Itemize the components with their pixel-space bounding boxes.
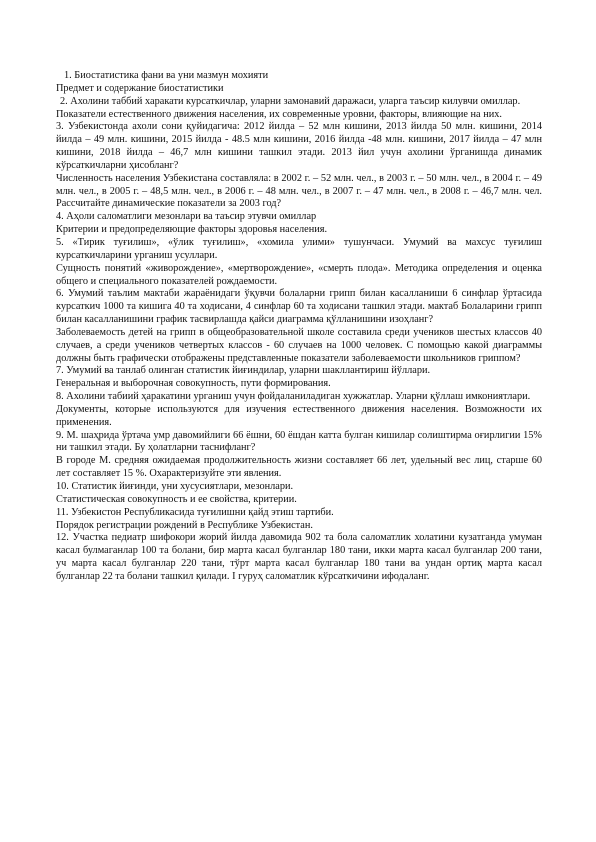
paragraph-q10-uz: 10. Статистик йиғинди, уни хусусиятлари, мезонлари. bbox=[56, 481, 294, 492]
paragraph-q5-uz: 5. «Тирик туғилиш», «ўлик туғилиш», «хомила улими» тушунчаси. Умумий ва махсус туғилиш курсаткичларини урганиш усуллари. bbox=[56, 236, 542, 261]
paragraph-q9-ru: В городе М. средняя ожидаемая продолжительность жизни составляет 66 лет, удельный вес лиц, старше 60 лет составляет 15 %. Охарактеризуйте эти явления. bbox=[56, 455, 542, 480]
paragraph-q4-uz: 4. Аҳоли саломатлиги мезонлари ва таъсир этувчи омиллар bbox=[56, 211, 317, 223]
paragraph-q1-ru: Предмет и содержание биостатистики bbox=[56, 82, 224, 94]
paragraph-q2-ru: Показатели естественного движения населения, их современные уровни, факторы, влияющие на них. bbox=[56, 108, 502, 120]
paragraph-q6-uz: 6. Умумий таълим мактаби жараёнидаги ўқувчи болаларни грипп билан касалланиши 6 синфлар ўртасида курсаткич 1000 та кишига 40 та ходисани, 4 синфлар 60 та ходисани ташкил этади. мактаб Болаларини грипп билан касалланишини график тасвирлашда қайси диаграмма қўлланишини изоҳланг? bbox=[56, 288, 542, 326]
paragraph-q5-ru: Сущность понятий «живорождение», «мертворождение», «смерть плода». Методика определения и оценка общего и специального показателей рождаемости. bbox=[56, 262, 542, 287]
paragraph-q7-ru: Генеральная и выборочная совокупность, пути формирования. bbox=[56, 378, 331, 390]
paragraph-q6-ru: Заболеваемость детей на грипп в общеобразовательной школе составила среди учеников шестых классов 40 случаев, а среди учеников четвертых классов - 60 случаев на 1000 человек. С помощью какой диаграммы должны быть графически отображены представленные показатели заболеваемости школьников гриппом? bbox=[56, 326, 542, 364]
paragraph-q11-ru: Порядок регистрации рождений в Республике Узбекистан. bbox=[56, 519, 313, 531]
document-page bbox=[56, 70, 542, 584]
paragraph-q2-uz: 2. Ахолини таббий харакати курсаткичлар, уларни замонавий даражаси, уларга таъсир килувчи омиллар. bbox=[60, 95, 521, 107]
paragraph-q9-uz: 9. М. шаҳрида ўртача умр давомийлиги 66 ёшни, 60 ёшдан катта булган кишилар солиштирма оғирлигии 15% ни ташкил этади. Бу ҳолатларни таснифланг? bbox=[56, 429, 542, 454]
paragraph-q8-ru: Документы, которые используются для изучения естественного движения населения. Возможности их применения. bbox=[56, 403, 542, 428]
paragraph-q10-ru: Статистическая совокупность и ее свойства, критерии. bbox=[56, 493, 297, 505]
paragraph-q4-ru: Критерии и предопределяющие факторы здоровья населения. bbox=[56, 224, 328, 236]
paragraph-q1-uz: 1. Биостатистика фани ва уни мазмун мохияти bbox=[64, 70, 269, 81]
paragraph-q11-uz: 11. Узбекистон Республикасида туғилишни қайд этиш тартиби. bbox=[56, 506, 334, 518]
paragraph-q3-uz: 3. Узбекистонда ахоли сони қуйидагича: 2012 йилда – 52 млн кишини, 2013 йилда 50 млн. кишини, 2014 йилда – 49 млн. кишини, 2015 йилда - 48.5 млн кишини, 2016 йилда -48 млн. кишини, 2017 йилда – 47 млн кишини, 2018 йилда – 46,7 млн кишини ташкил этади. 2013 йил учун ахолини ўрганишда динамик кўрсаткичларни ҳисобланг? bbox=[56, 121, 542, 171]
paragraph-q7-uz: 7. Умумий ва танлаб олинган статистик йиғиндилар, уларни шакллантириш йўллари. bbox=[56, 365, 431, 377]
paragraph-q8-uz: 8. Ахолини табиий ҳаракатини урганиш учун фойдаланиладиган хужжатлар. Уларни қўллаш имкониятлари. bbox=[56, 391, 531, 403]
paragraph-q12-uz: 12. Участка педиатр шифокори жорий йилда давомида 902 та бола саломатлик холатини кузатганда умуман касал булмаганлар 100 та болани, бир марта касал булганлар 180 тани, икки марта касал булганлар 200 тани, уч марта касал булганлар 220 тани, тўрт марта касал булганлар 180 тани ва ундан ортиқ марта касал булганлар 22 та болани ташкил қилади. I гуруҳ саломатлик кўрсаткичини ифодаланг. bbox=[56, 532, 542, 582]
paragraph-q3-ru: Численность населения Узбекистана составляла: в 2002 г. – 52 млн. чел., в 2003 г. – 50 млн. чел., в 2004 г. – 49 млн. чел., в 2005 г. – 48,5 млн. чел., в 2006 г. – 48 млн. чел., в 2007 г. – 47 млн. чел., в 2008 г. – 46,7 млн. чел. Рассчитайте динамические показатели за 2003 год? bbox=[56, 172, 542, 210]
